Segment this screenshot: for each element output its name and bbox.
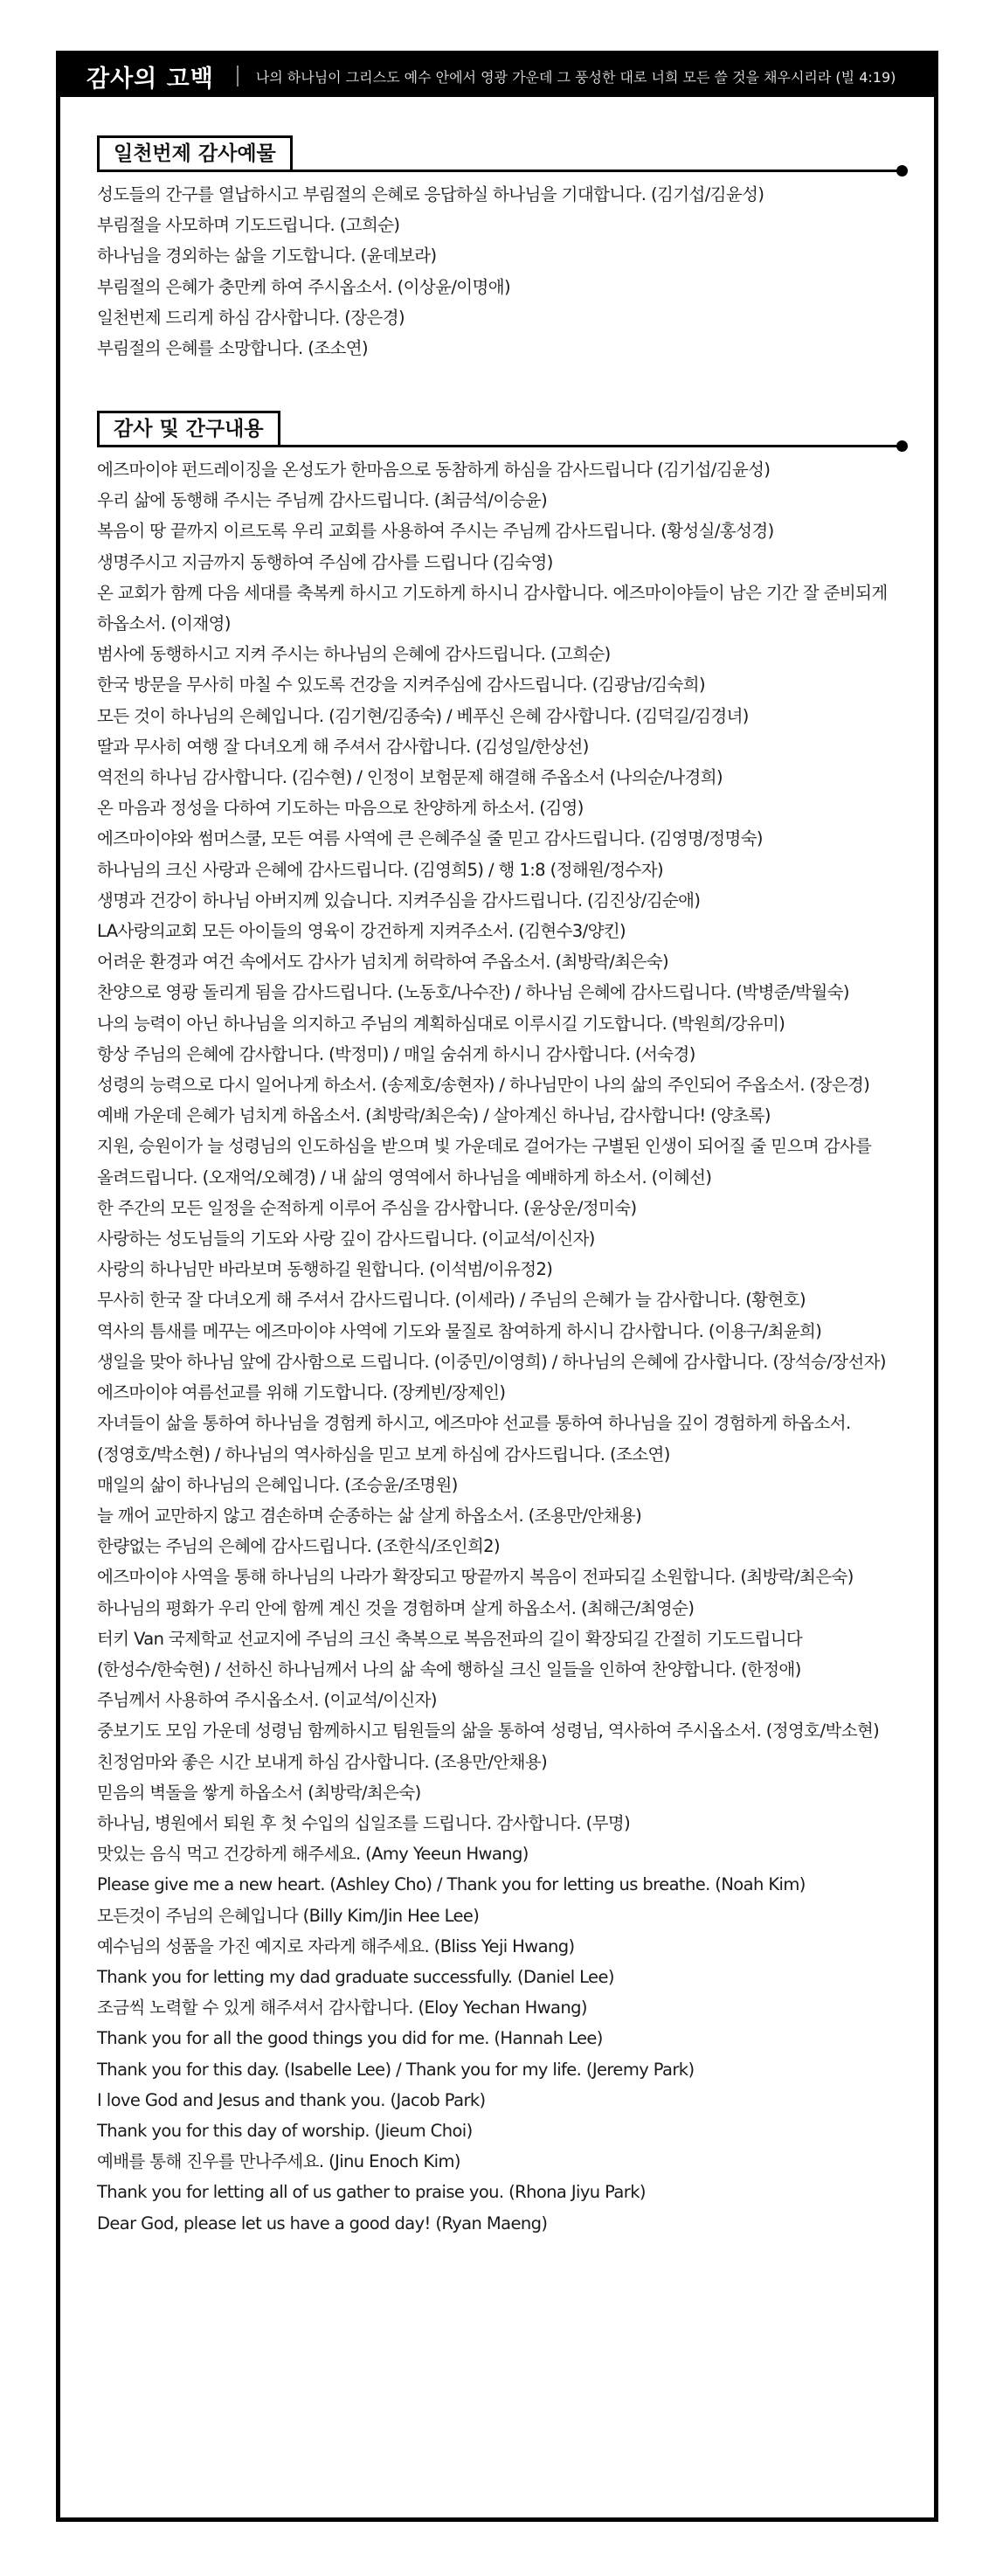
list-item: 친정엄마와 좋은 시간 보내게 하심 감사합니다. (조용만/안채용) [97,1751,548,1772]
list-item: 성령의 능력으로 다시 일어나게 하소서. (송제호/송현자) / 하나님만이 나의 삶의 주인되어 주옵소서. (장은경) [97,1075,870,1096]
list-item: 에즈마이야 여름선교를 위해 기도합니다. (장케빈/장제인) [97,1382,506,1403]
list-item: 터키 Van 국제학교 선교지에 주님의 크신 축복으로 복음전파의 길이 확장되길 간절히 기도드립니다 [97,1628,803,1649]
list-item: 생명주시고 지금까지 동행하여 주심에 감사를 드립니다 (김숙영) [97,551,553,572]
list-item: 예배를 통해 진우를 만나주세요. (Jinu Enoch Kim) [97,2151,460,2172]
list-item: 우리 삶에 동행해 주시는 주님께 감사드립니다. (최금석/이승윤) [97,490,548,511]
list-item: 성도들의 간구를 열납하시고 부림절의 은혜로 응답하실 하나님을 기대합니다. (김기섭/김윤성) [97,184,764,204]
list-item: 부림절의 은혜가 충만케 하여 주시옵소서. (이상윤/이명애) [97,276,511,297]
list-item: 일천번제 드리게 하심 감사합니다. (장은경) [97,307,405,328]
list-item: 사랑의 하나님만 바라보며 동행하길 원합니다. (이석범/이유정2) [97,1259,553,1280]
list-item: 지원, 승원이가 늘 성령님의 인도하심을 받으며 빛 가운데로 걸어가는 구별된 인생이 되어질 줄 믿으며 감사를 [97,1136,872,1157]
list-item: 한량없는 주님의 은혜에 감사드립니다. (조한식/조인희2) [97,1536,500,1557]
gratitude-frame [56,51,938,2522]
list-item: Thank you for all the good things you did for me. (Hannah Lee) [97,2028,603,2049]
section-prayers [97,411,908,2239]
page-title: 감사의 고백 [86,65,214,93]
list-item: 에즈마이야 사역을 통해 하나님의 나라가 확장되고 땅끝까지 복음이 전파되길 소원합니다. (최방락/최은숙) [97,1567,854,1588]
header-divider [237,66,239,87]
prayer-list [97,454,908,2239]
list-item: Dear God, please let us have a good day! (Ryan Maeng) [97,2212,548,2233]
list-item: 나의 능력이 아닌 하나님을 의지하고 주님의 계획하심대로 이루시길 기도합니다. (박원희/강유미) [97,1013,785,1034]
list-item: 모든것이 주님의 은혜입니다 (Billy Kim/Jin Hee Lee) [97,1905,480,1926]
list-item: 범사에 동행하시고 지켜 주시는 하나님의 은혜에 감사드립니다. (고희순) [97,644,611,665]
list-item: 하나님의 크신 사랑과 은혜에 감사드립니다. (김영희5) / 행 1:8 (정해원/정수자) [97,859,663,880]
list-item: I love God and Jesus and thank you. (Jacob Park) [97,2089,486,2110]
list-item: 하나님을 경외하는 삶을 기도합니다. (윤데보라) [97,246,437,267]
list-item: Thank you for letting my dad graduate successfully. (Daniel Lee) [97,1966,614,1987]
offering-list [97,179,908,364]
list-item: Thank you for this day. (Isabelle Lee) / Thank you for my life. (Jeremy Park) [97,2059,695,2080]
list-item: 생일을 맞아 하나님 앞에 감사함으로 드립니다. (이중민/이영희) / 하나님의 은혜에 감사합니다. (장석승/장선자) [97,1351,886,1372]
list-item: 조금씩 노력할 수 있게 해주셔서 감사합니다. (Eloy Yechan Hwang) [97,1998,587,2019]
list-item: LA사랑의교회 모든 아이들의 영육이 강건하게 지켜주소서. (김현수3/양킨) [97,921,626,942]
list-item: Thank you for letting all of us gather to praise you. (Rhona Jiyu Park) [97,2182,646,2203]
list-item: Thank you for this day of worship. (Jieum Choi) [97,2120,473,2141]
section-heading [97,411,908,446]
bullet-dot-icon [896,165,908,177]
bullet-dot-icon [896,440,908,452]
list-item: 하옵소서. (이재영) [97,613,231,634]
list-item: 늘 깨어 교만하지 않고 겸손하며 순종하는 삶 살게 하옵소서. (조용만/안채용) [97,1505,642,1526]
list-item: 사랑하는 성도님들의 기도와 사랑 깊이 감사드립니다. (이교석/이신자) [97,1229,595,1250]
list-item: 자녀들이 삶을 통하여 하나님을 경험케 하시고, 에즈마야 선교를 통하여 하나님을 깊이 경험하게 하옵소서. [97,1413,851,1434]
list-item: Please give me a new heart. (Ashley Cho) / Thank you for letting us breathe. (Noah Kim) [97,1874,806,1895]
section-rule [97,445,901,447]
section-heading [97,135,908,170]
list-item: 온 교회가 함께 다음 세대를 축복케 하시고 기도하게 하시니 감사합니다. 에즈마이야들이 남은 기간 잘 준비되게 [97,582,888,603]
list-item: 부림절을 사모하며 기도드립니다. (고희순) [97,215,400,236]
section-offering [97,135,908,364]
list-item: 중보기도 모임 가운데 성령님 함께하시고 팀원들의 삶을 통하여 성령님, 역사하여 주시옵소서. (정영호/박소현) [97,1721,880,1742]
header-verse: 나의 하나님이 그리스도 예수 안에서 영광 가운데 그 풍성한 대로 너희 모든 쓸 것을 채우시리라 (빌 4:19) [255,68,896,86]
list-item: 하나님의 평화가 우리 안에 함께 계신 것을 경험하며 살게 하옵소서. (최해근/최영순) [97,1597,695,1618]
list-item: 역전의 하나님 감사합니다. (김수현) / 인정이 보험문제 해결해 주옵소서 (나의순/나경희) [97,767,723,788]
list-item: (한성수/한숙현) / 선하신 하나님께서 나의 삶 속에 행하실 크신 일들을 인하여 찬양합니다. (한정애) [97,1658,801,1679]
list-item: 예배 가운데 은혜가 넘치게 하옵소서. (최방락/최은숙) / 살아계신 하나님, 감사합니다! (양초록) [97,1105,771,1126]
list-item: 맛있는 음식 먹고 건강하게 해주세요. (Amy Yeeun Hwang) [97,1844,529,1865]
list-item: 하나님, 병원에서 퇴원 후 첫 수입의 십일조를 드립니다. 감사합니다. (무명) [97,1812,631,1833]
list-item: 예수님의 성품을 가진 예지로 자라게 해주세요. (Bliss Yeji Hwang) [97,1935,575,1956]
list-item: 에즈마이야 펀드레이징을 온성도가 한마음으로 동참하게 하심을 감사드립니다 (김기섭/김윤성) [97,460,771,480]
list-item: 에즈마이야와 썸머스쿨, 모든 여름 사역에 큰 은혜주실 줄 믿고 감사드립니다. (김영명/정명숙) [97,828,763,849]
header-bar [60,55,934,97]
list-item: 부림절의 은혜를 소망합니다. (조소연) [97,338,368,359]
list-item: 생명과 건강이 하나님 아버지께 있습니다. 지켜주심을 감사드립니다. (김진상/김순애) [97,890,701,911]
section-rule [97,170,901,172]
list-item: 믿음의 벽돌을 쌓게 하옵소서 (최방락/최은숙) [97,1782,421,1803]
section-title-prayers: 감사 및 간구내용 [97,411,280,445]
list-item: 올려드립니다. (오재억/오혜경) / 내 삶의 영역에서 하나님을 예배하게 하소서. (이혜선) [97,1167,712,1188]
list-item: 찬양으로 영광 돌리게 됨을 감사드립니다. (노동호/나수잔) / 하나님 은혜에 감사드립니다. (박병준/박월숙) [97,982,849,1003]
list-item: 항상 주님의 은혜에 감사합니다. (박정미) / 매일 숨쉬게 하시니 감사합니다. (서숙경) [97,1043,695,1064]
list-item: 주님께서 사용하여 주시옵소서. (이교석/이신자) [97,1690,437,1711]
list-item: 역사의 틈새를 메꾸는 에즈마이야 사역에 기도와 물질로 참여하게 하시니 감사합니다. (이용구/최윤희) [97,1320,822,1341]
section-title-offering: 일천번제 감사예물 [97,135,293,170]
list-item: 모든 것이 하나님의 은혜입니다. (김기현/김종숙) / 베푸신 은혜 감사합니다. (김덕길/김경녀) [97,705,749,726]
list-item: 한국 방문을 무사히 마칠 수 있도록 건강을 지켜주심에 감사드립니다. (김광남/김숙희) [97,675,706,696]
list-item: 온 마음과 정성을 다하여 기도하는 마음으로 찬양하게 하소서. (김영) [97,798,584,819]
list-item: 딸과 무사히 여행 잘 다녀오게 해 주셔서 감사합니다. (김성일/한상선) [97,736,589,757]
list-item: 복음이 땅 끝까지 이르도록 우리 교회를 사용하여 주시는 주님께 감사드립니다. (황성실/홍성경) [97,521,774,542]
list-item: (정영호/박소현) / 하나님의 역사하심을 믿고 보게 하심에 감사드립니다. (조소연) [97,1444,670,1465]
list-item: 매일의 삶이 하나님의 은혜입니다. (조승윤/조명원) [97,1474,458,1495]
list-item: 무사히 한국 잘 다녀오게 해 주셔서 감사드립니다. (이세라) / 주님의 은혜가 늘 감사합니다. (황현호) [97,1290,806,1311]
list-item: 한 주간의 모든 일정을 순적하게 이루어 주심을 감사합니다. (윤상운/정미숙) [97,1197,637,1218]
list-item: 어려운 환경과 여건 속에서도 감사가 넘치게 허락하여 주옵소서. (최방락/최은숙) [97,952,668,973]
